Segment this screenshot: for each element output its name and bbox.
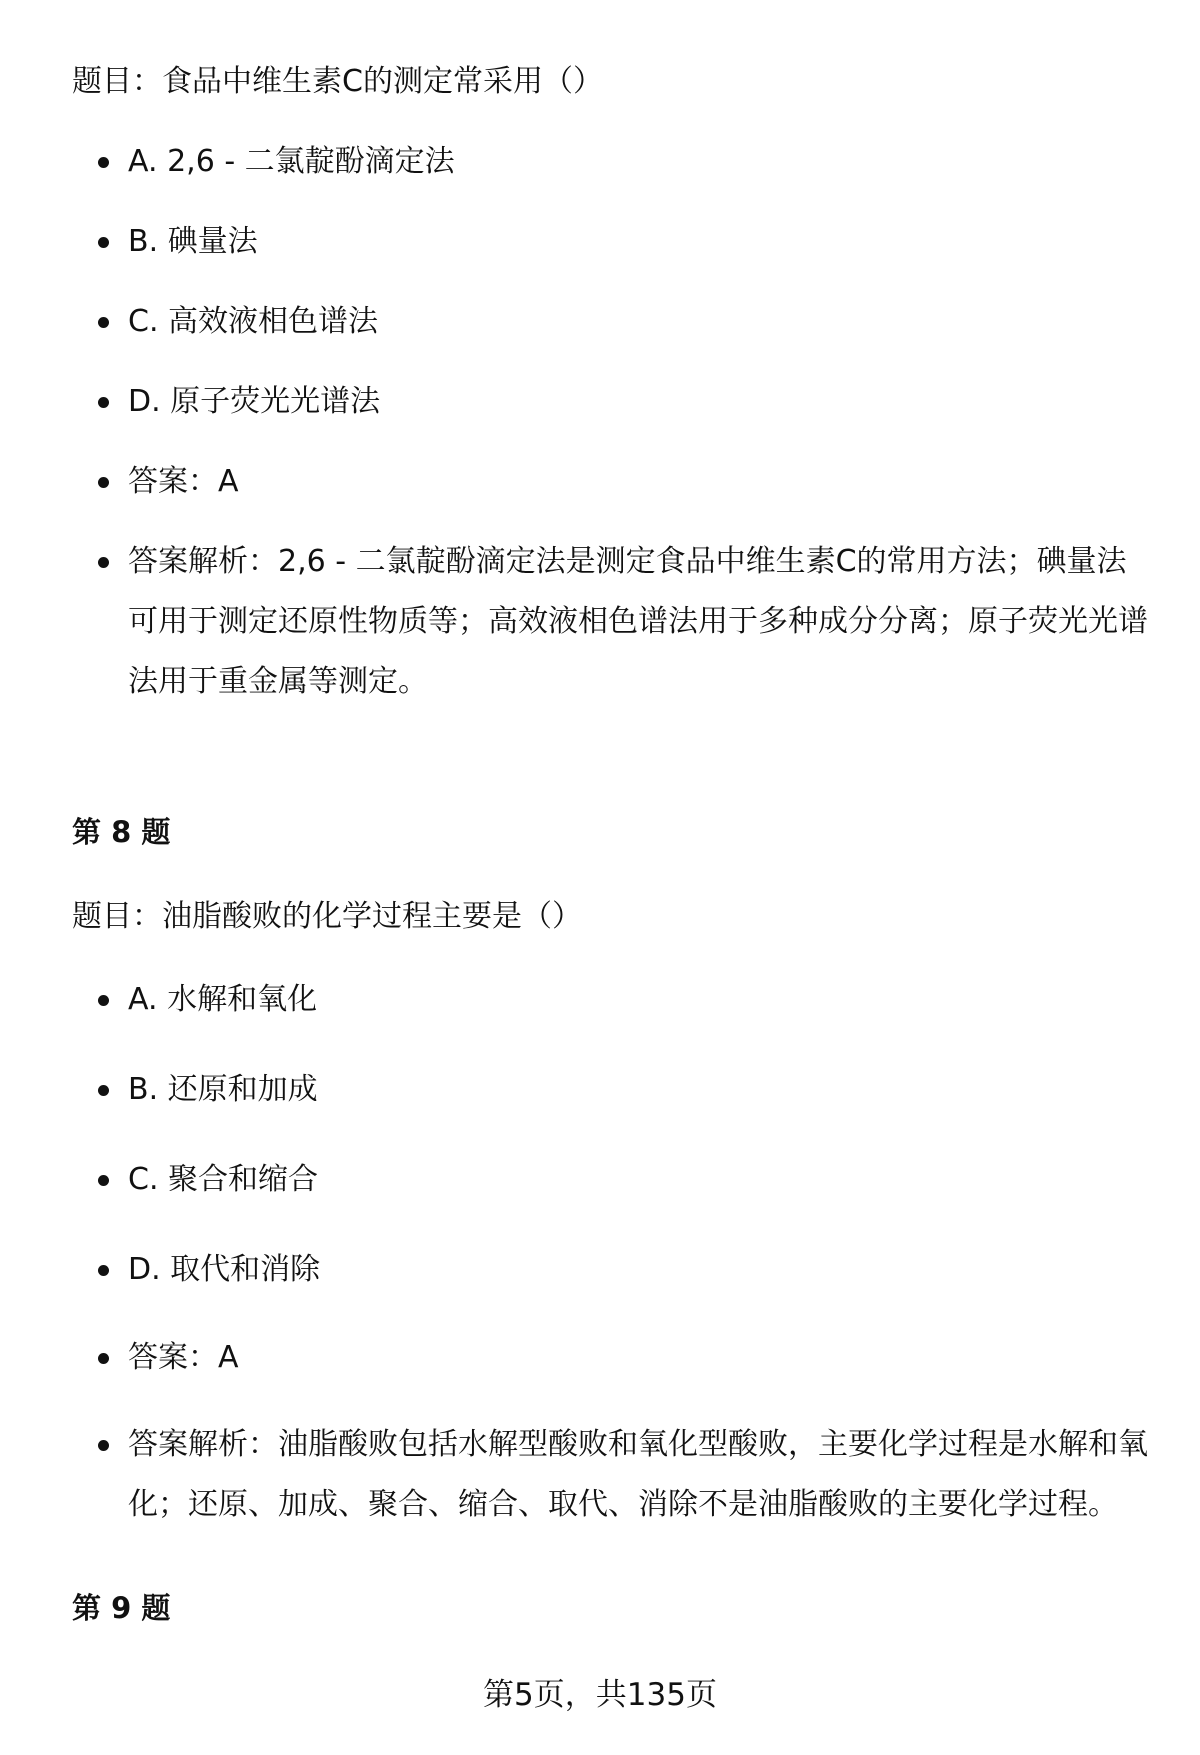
option-text: B. 还原和加成: [128, 1072, 318, 1107]
bullet-icon: [98, 237, 109, 248]
question-8-option-c: [128, 1160, 1148, 1200]
question-9-heading: 第 9 题: [72, 1591, 171, 1625]
bullet-icon: [98, 1265, 109, 1276]
question-7-answer: [128, 462, 1148, 502]
option-text: B. 碘量法: [128, 224, 258, 259]
bullet-icon: [98, 477, 109, 488]
question-8-option-a: [128, 980, 1148, 1020]
option-text: C. 高效液相色谱法: [128, 304, 379, 339]
explanation-text: 答案解析：2,6 - 二氯靛酚滴定法是测定食品中维生素C的常用方法；碘量法可用于测定还原性物质等；高效液相色谱法用于多种成分分离；原子荧光光谱法用于重金属等测定。: [128, 544, 1148, 699]
explanation-text: 答案解析：油脂酸败包括水解型酸败和氧化型酸败，主要化学过程是水解和氧化；还原、加成、聚合、缩合、取代、消除不是油脂酸败的主要化学过程。: [128, 1427, 1148, 1522]
question-7-explanation: [128, 532, 1148, 712]
page-number-footer: 第5页，共135页: [483, 1677, 717, 1713]
option-text: C. 聚合和缩合: [128, 1162, 319, 1197]
option-text: D. 取代和消除: [128, 1252, 321, 1287]
bullet-icon: [98, 157, 109, 168]
bullet-icon: [98, 1353, 109, 1364]
bullet-icon: [98, 397, 109, 408]
question-8-explanation: [128, 1415, 1148, 1535]
question-8-option-b: [128, 1070, 1148, 1110]
bullet-icon: [98, 1440, 109, 1451]
answer-text: 答案：A: [128, 1340, 239, 1375]
question-8-option-d: [128, 1250, 1148, 1290]
option-text: A. 水解和氧化: [128, 982, 318, 1017]
answer-text: 答案：A: [128, 464, 239, 499]
bullet-icon: [98, 1085, 109, 1096]
question-8-answer: [128, 1338, 1148, 1378]
bullet-icon: [98, 557, 109, 568]
option-text: D. 原子荧光光谱法: [128, 384, 381, 419]
question-8-stem: 题目：油脂酸败的化学过程主要是（）: [72, 899, 582, 934]
question-7-option-d: [128, 382, 1148, 422]
question-7-stem: 题目：食品中维生素C的测定常采用（）: [72, 64, 603, 99]
option-text: A. 2,6 - 二氯靛酚滴定法: [128, 144, 455, 179]
question-8-heading: 第 8 题: [72, 815, 171, 849]
bullet-icon: [98, 995, 109, 1006]
question-7-option-b: [128, 222, 1148, 262]
question-7-option-a: [128, 142, 1148, 182]
question-7-option-c: [128, 302, 1148, 342]
bullet-icon: [98, 1175, 109, 1186]
bullet-icon: [98, 317, 109, 328]
